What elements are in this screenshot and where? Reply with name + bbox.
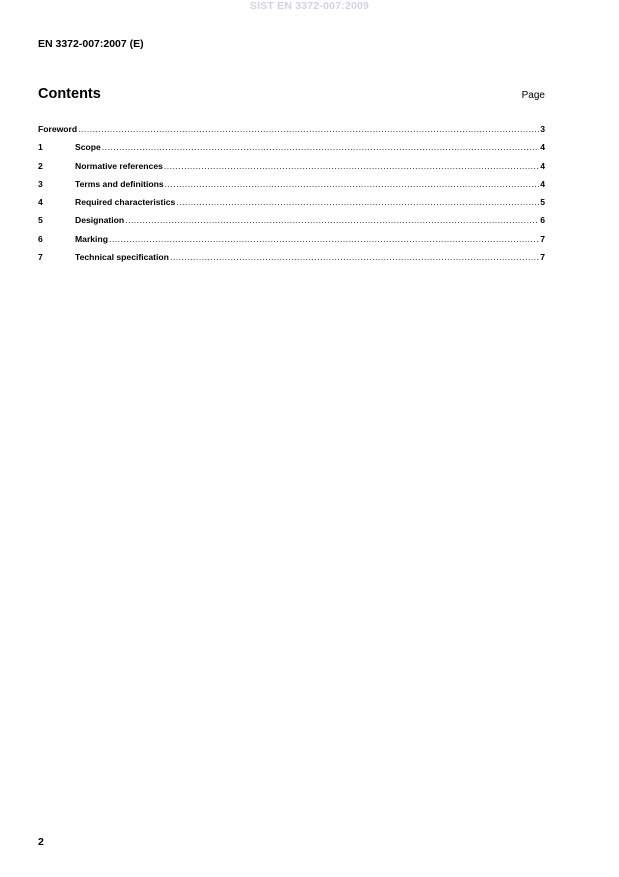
toc-entry-page: 7	[540, 252, 545, 263]
table-of-contents	[38, 124, 545, 270]
toc-entry-title: Marking	[75, 233, 108, 244]
toc-entry-required-characteristics[interactable]	[38, 197, 545, 215]
toc-entry-number: 7	[38, 252, 43, 263]
toc-entry-page: 3	[540, 124, 545, 134]
contents-heading: Contents	[38, 86, 101, 102]
toc-entry-number: 4	[38, 197, 43, 208]
toc-leader-dots	[109, 234, 539, 244]
toc-entry-title: Technical specification	[75, 252, 169, 263]
watermark: SIST EN 3372-007:2009	[249, 0, 370, 12]
toc-leader-dots	[176, 197, 539, 207]
toc-entry-scope[interactable]	[38, 142, 545, 160]
toc-entry-number: 3	[38, 178, 43, 189]
toc-leader-dots	[170, 252, 539, 262]
toc-entry-title: Normative references	[75, 160, 163, 171]
toc-entry-designation[interactable]	[38, 215, 545, 233]
toc-entry-number: 6	[38, 233, 43, 244]
toc-leader-dots	[164, 161, 539, 171]
toc-entry-page: 6	[540, 215, 545, 226]
toc-leader-dots	[78, 124, 539, 134]
page-number: 2	[38, 836, 44, 848]
toc-entry-marking[interactable]	[38, 234, 545, 252]
toc-entry-number: 2	[38, 160, 43, 171]
toc-entry-page: 4	[540, 178, 545, 189]
toc-entry-foreword[interactable]	[38, 124, 545, 142]
toc-entry-technical-specification[interactable]	[38, 252, 545, 270]
toc-entry-page: 4	[540, 160, 545, 171]
toc-entry-title: Required characteristics	[75, 197, 176, 208]
toc-entry-number: 5	[38, 215, 43, 226]
toc-leader-dots	[165, 179, 540, 189]
toc-entry-page: 7	[540, 233, 545, 244]
toc-leader-dots	[125, 215, 539, 225]
toc-entry-title: Scope	[75, 142, 101, 153]
toc-leader-dots	[102, 142, 539, 152]
page-column-label: Page	[521, 90, 545, 101]
toc-entry-page: 4	[540, 142, 545, 153]
toc-entry-terms-and-definitions[interactable]	[38, 179, 545, 197]
document-id: EN 3372-007:2007 (E)	[38, 38, 144, 50]
toc-entry-title: Foreword	[38, 124, 78, 134]
toc-entry-title: Designation	[75, 215, 125, 226]
toc-entry-title: Terms and definitions	[75, 178, 164, 189]
toc-entry-number: 1	[38, 142, 43, 153]
toc-entry-page: 5	[540, 197, 545, 208]
toc-entry-normative-references[interactable]	[38, 161, 545, 179]
